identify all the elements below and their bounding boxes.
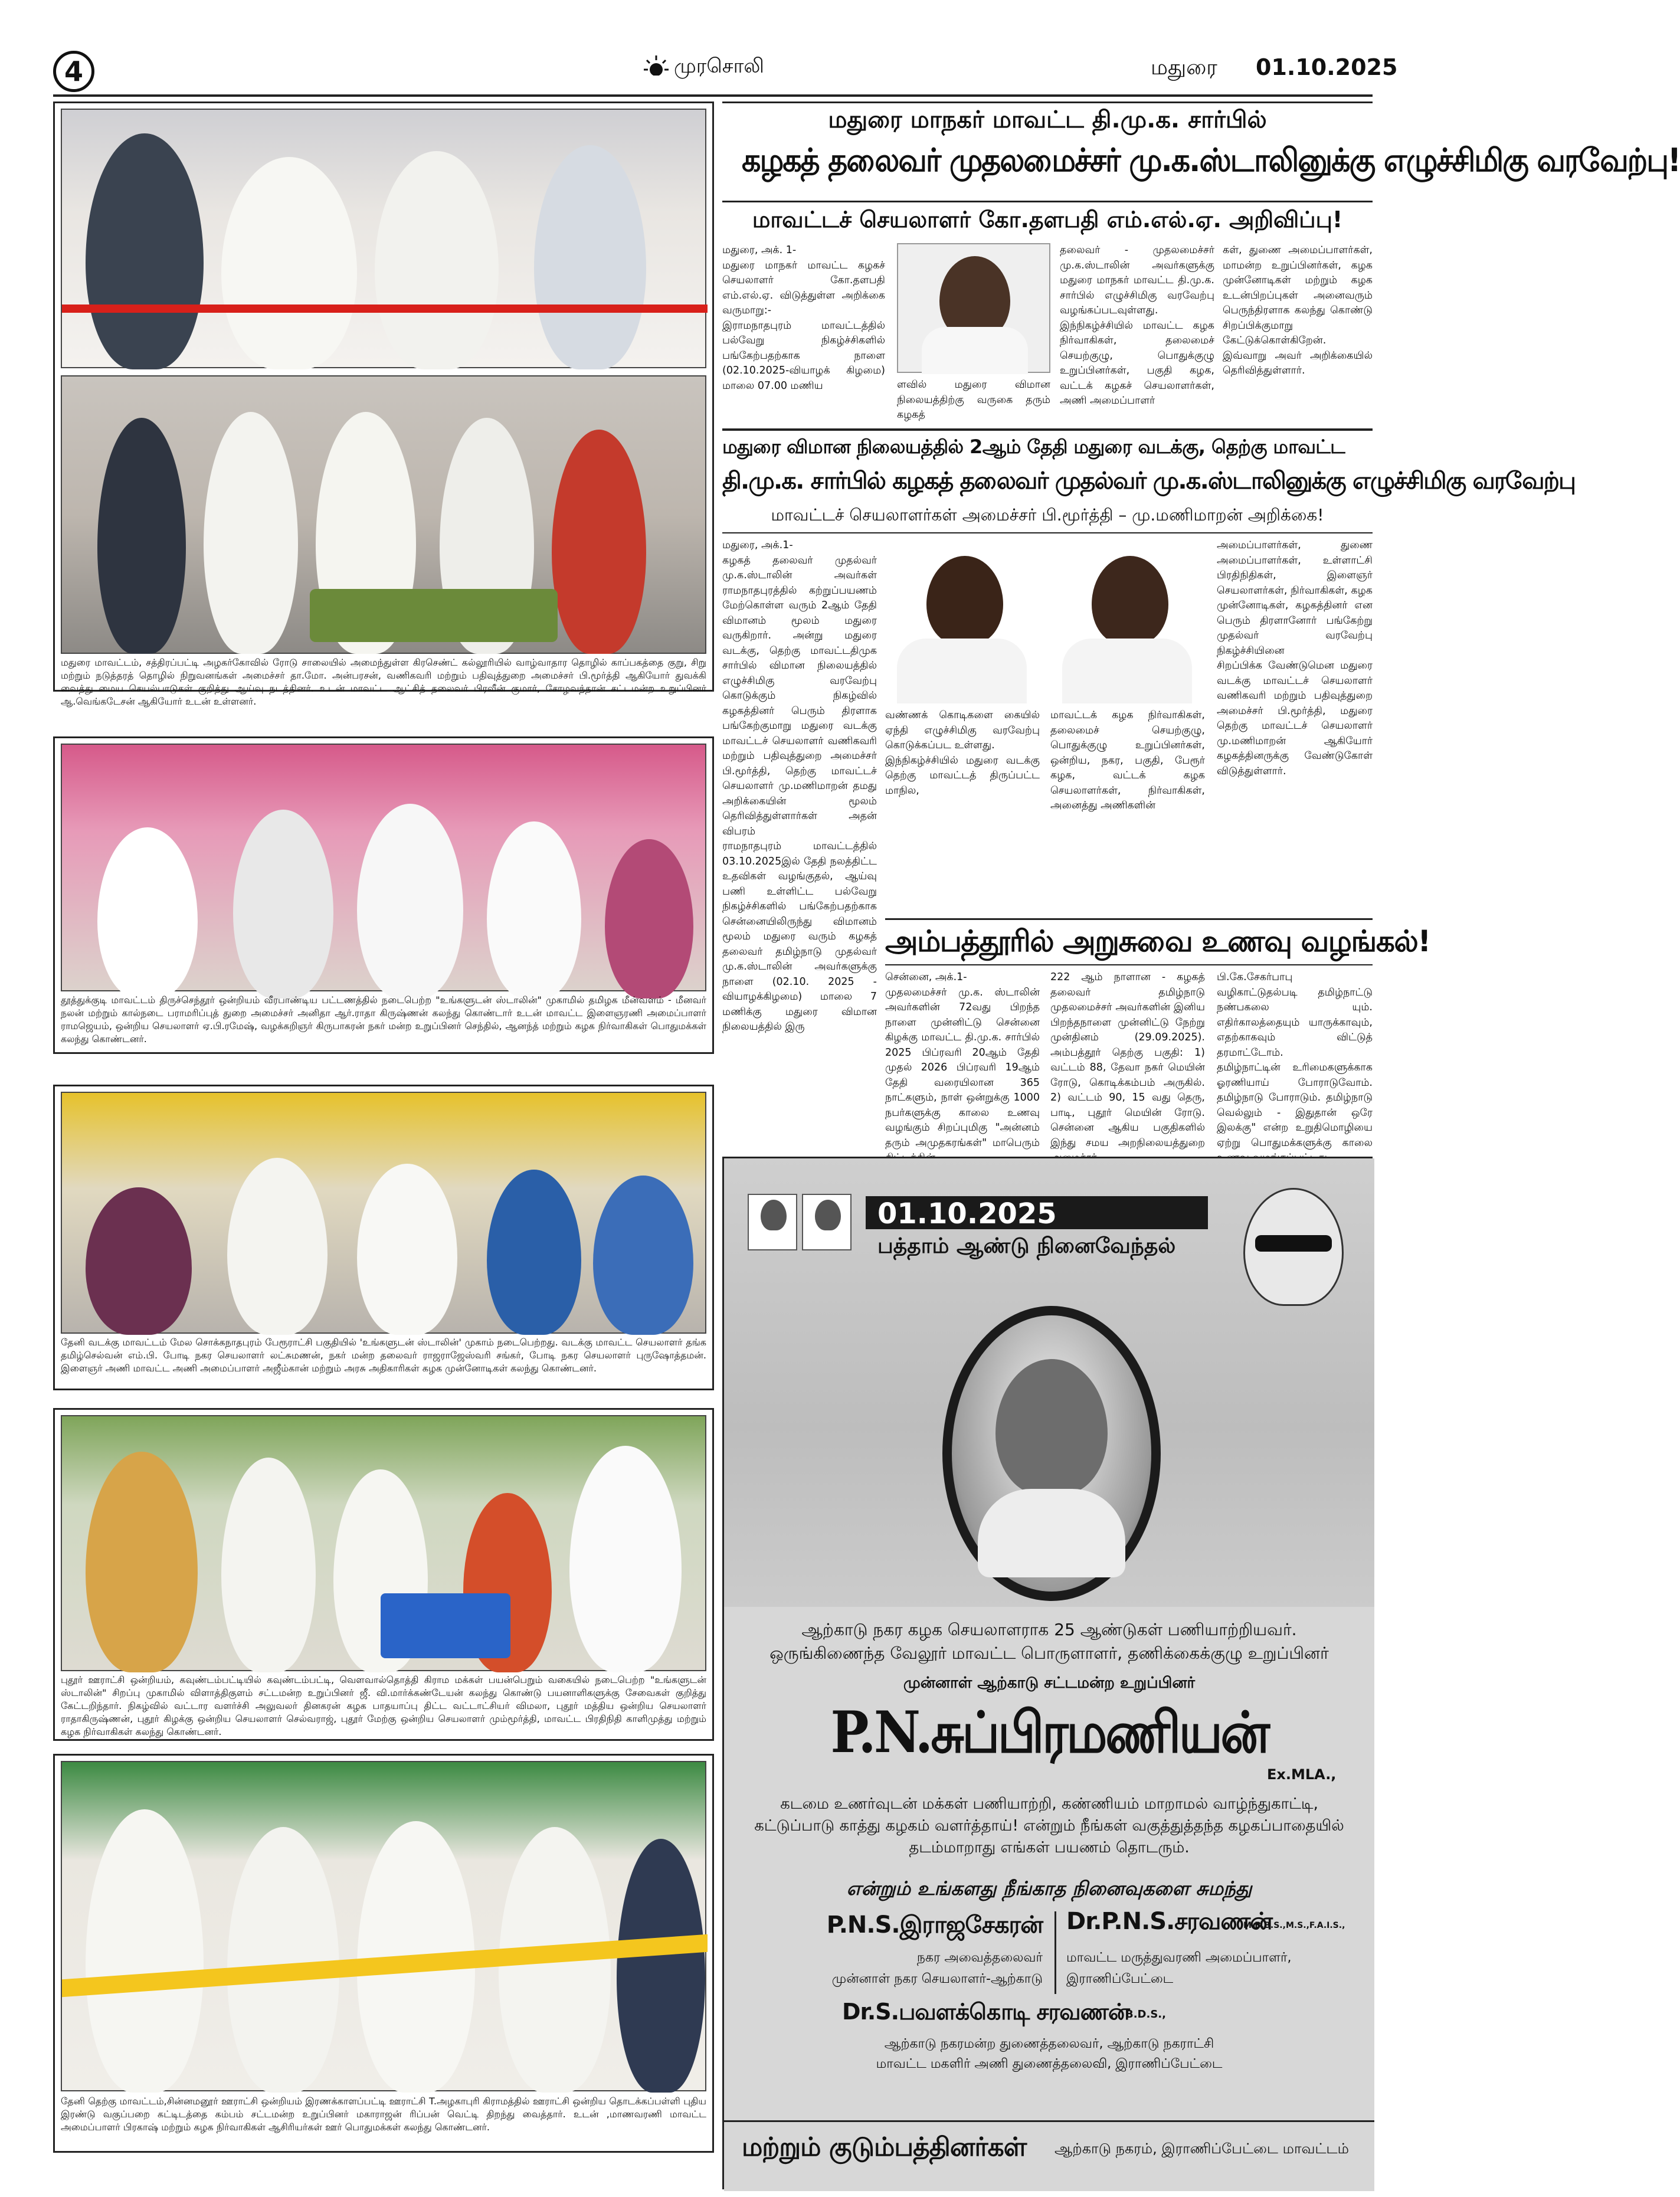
story1-col2: ளவில் மதுரை விமான நிலையத்திற்கு வருகை தரும் கழகத் — [897, 379, 1054, 421]
memorial-memory: என்றும் உங்களது நீங்காத நினைவுகளை சுமந்து — [846, 1877, 1252, 1900]
incubator-inspection-photo — [61, 375, 706, 654]
story2-col4: அமைப்பாளர்கள், துணை அமைப்பாளர்கள், உள்ளாட்சி பிரதிநிதிகள், இளைஞர் செயலாளர்கள், நிர்வாகிகள், கழக முன்னோடிகள், கழகத்தினர் என பெரும் திரளானோர் பங்கேற்று முதல்வர் வரவேற்பு நிகழ்ச்சியினை சிறப்பிக்க வேண்டுமென மதுரை வடக்கு மாவட்டச் செயலாளர் வணிகவரி மற்றும் பதிவுத்துறை அமைச்சர் பி.மூர்த்தி, மதுரை தெற்கு மாவட்டச் செயலாளர் மு.மணிமாறன் ஆகியோர் கழகத்தினருக்கு வேண்டுகோள் விடுத்துள்ளார். — [1217, 539, 1373, 777]
memorial-family: மற்றும் குடும்பத்தினர்கள் — [742, 2132, 1027, 2162]
ribbon-cutting-photo — [61, 109, 706, 368]
story1-headline: கழகத் தலைவர் முதலமைச்சர் மு.க.ஸ்டாலினுக்கு எழுச்சிமிகு வரவேற்பு! — [742, 142, 1680, 179]
son1-role1: நகர அவைத்தலைவர் — [916, 1950, 1043, 1965]
story2-top-rule — [722, 428, 1373, 431]
manimaran-portrait — [1050, 538, 1205, 703]
memorial-exmla: Ex.MLA., — [1267, 1766, 1337, 1783]
wife-role1: ஆற்காடு நகரமன்ற துணைத்தலைவர், ஆற்காடு நகராட்சி — [884, 2036, 1214, 2051]
masthead-paper: முரசொலி — [674, 54, 764, 78]
photo4-caption: புதூர் ஊராட்சி ஒன்றியம், கவுண்டம்பட்டியில் கவுண்டம்பட்டி, வௌவால்தொத்தி கிராம மக்கள் பயன்பெறும் வகையில் நடைபெற்ற "உங்களுடன் ஸ்டாலின்" சிறப்பு முகாமில் விளாத்திகுளம் சட்டமன்ற உறுப்பினர் ஜீ. வி.மார்க்கண்டேயன் கலந்து கொண்டு பயனாளிகளுக்கு சேவைகள் குறித்து கேட்டறிந்தார். நிகழ்வில் வட்டார வளர்ச்சி அலுவலர் தினகரன் கழக பாதயாப்பு திட்ட வட்டாட்சியர் விமலா, புதூர் மத்திய ஒன்றிய செயலாளர் ராதாகிருஷ்ணன், புதூர் கிழக்கு ஒன்றிய செயலாளர் செல்வராஜ், புதூர் மேற்கு ஒன்றிய செயலாளர் மும்மூர்த்தி, மாவட்ட பிரதிநிதி காளிமுத்து மற்றும் கழக நிர்வாகிகள் கலந்து கொண்டனர். — [61, 1674, 706, 1737]
masthead-logo — [643, 54, 669, 80]
memorial-place: ஆற்காடு நகரம், இராணிப்பேட்டை மாவட்டம் — [1054, 2140, 1349, 2157]
story1-col3: தலைவர் - முதலமைச்சர் மு.க.ஸ்டாலின் அவர்களுக்கு மதுரை மாநகர் மாவட்ட தி.மு.க. சார்பில் எழுச்சிமிகு வரவேற்பு வழங்கப்படவுள்ளது. இந்நிகழ்ச்சியில் மாவட்ட கழக நிர்வாகிகள், தலைமைச் செயற்குழு, பொதுக்குழு உறுப்பினர்கள், பகுதி கழக, வட்டக் கழகச் செயலாளர்கள், அணி அமைப்பாளர் — [1060, 244, 1218, 407]
wife-name: Dr.S.பவளக்கொடி சரவணன் — [842, 1999, 1129, 2025]
sons-divider — [1054, 1911, 1056, 1994]
story2-kicker: மதுரை விமான நிலையத்தில் 2ஆம் தேதி மதுரை வடக்கு, தெற்கு மாவட்ட — [722, 436, 1345, 458]
memorial-line1: ஆற்காடு நகர கழக செயலாளராக 25 ஆண்டுகள் பணியாற்றியவர். — [801, 1620, 1297, 1639]
story3-headline: அம்பத்தூரில் அறுசுவை உணவு வழங்கல்! — [885, 924, 1430, 958]
photo3-caption: தேனி வடக்கு மாவட்டம் மேல சொக்கநாதபுரம் பேரூராட்சி பகுதியில் 'உங்களுடன் ஸ்டாலின்' முகாம் நடைபெற்றது. வடக்கு மாவட்ட செயலாளர் தங்க தமிழ்செல்வன் எம்.பி. போடி நகர செயலாளர் லட்சுமணன், நகர் மன்ற தலைவர் ராஜராஜேஸ்வரி சங்கர், போடி நகர செயலாளர் புருஷோத்தமன். இளைஞர் அணி மாவட்ட அணி அமைப்பாளர் அஜீம்கான் மற்றும் அரசு அதிகாரிகள் கழக முன்னோடிகள் கலந்து கொண்டனர். — [61, 1337, 706, 1374]
story2-col3: மாவட்டக் கழக நிர்வாகிகள், தலைமைச் செயற்குழு, பொதுக்குழு உறுப்பினர்கள், ஒன்றிய, நகர, பகுதி, பேரூர் கழக, வட்டக் கழக செயலாளர்கள், நிர்வாகிகள், அனைத்து அணிகளின் — [1050, 709, 1209, 811]
story2-col1: மதுரை, அக்.1- கழகத் தலைவர் முதல்வர் மு.க.ஸ்டாலின் அவர்கள் ராமநாதபுரத்தில் கற்றுப்பயணம் மேற்கொள்ள வரும் 2ஆம் தேதி விமானம் மூலம் மதுரை வருகிறார். அன்று மதுரை வடக்கு, தெற்கு மாவட்டதிமுக சார்பில் விமான நிலையத்தில் எழுச்சிமிகு வரவேற்பு கொடுக்கும் நிகழ்வில் கழகத்தினர் பெரும் திரளாக பங்கேற்குமாறு மதுரை வடக்கு மாவட்டச் செயலாளர் வணிகவரி மற்றும் பதிவுத்துறை அமைச்சர் பி.மூர்த்தி, தெற்கு மாவட்டச் செயலாளர் மு.மணிமாறன் தமது அறிக்கையின் மூலம் தெரிவித்துள்ளார்கள் அதன் விபரம் ராமநாதபுரம் மாவட்டத்தில் 03.10.2025இல் தேதி நலத்திட்ட உதவிகள் வழங்குதல், ஆய்வு பணி உள்ளிட்ட பல்வேறு நிகழ்ச்சிகளில் பங்கேற்பதற்காக சென்னையிலிருந்து விமானம் மூலம் மதுரை வரும் கழகத் தலைவர் தமிழ்நாடு முதல்வர் மு.க.ஸ்டாலின் அவர்களுக்கு நாளை (02.10. 2025 - வியாழக்கிழமை) மாலை 7 மணிக்கு மதுரை விமான நிலையத்தில் இரு — [722, 539, 877, 1033]
district-secretary-portrait — [897, 243, 1050, 373]
son1-name: P.N.S.இராஜசேகரன் — [826, 1911, 1043, 1939]
masthead-rule — [53, 94, 1373, 97]
story3-mid-rule — [885, 964, 1373, 965]
photo2-caption: தூத்துக்குடி மாவட்டம் திருச்செந்தூர் ஒன்றியம் வீரபாண்டிய பட்டணத்தில் நடைபெற்ற "உங்களுடன் ஸ்டாலின்" முகாமில் தமிழக மீன்வளம் - மீனவர் நலன் மற்றும் கால்நடை பராமரிப்புத் துறை அமைச்சர் அனிதா ஆர்.ராதா கிருஷ்ணன் கலந்து கொண்டார் உடன் மாவட்ட இளைஞரணி அமைப்பாளர் ராமஜெயம், ஒன்றிய செயலாளர் ஏ.பி.ரமேஷ், வழக்கறிஞர் கிருபாகரன் நகர் மன்ற உறுப்பினர் செந்தில், ஆனந்த் மற்றும் கழக நிர்வாகிகள் பொதுமக்கள் கலந்து கொண்டனர். — [61, 994, 706, 1045]
ungaludan-stalin-camp-photo — [61, 744, 706, 991]
son2-degree: M.B.B.S.,M.S.,F.A.I.S., — [1243, 1921, 1345, 1930]
wife-degree: B.D.S., — [1125, 2008, 1166, 2021]
story1-subhead: மாவட்டச் செயலாளர் கோ.தளபதி எம்.எல்.ஏ. அறிவிப்பு! — [752, 207, 1343, 233]
story2-subhead: மாவட்டச் செயலாளர்கள் அமைச்சர் பி.மூர்த்தி – மு.மணிமாறன் அறிக்கை! — [771, 505, 1324, 525]
son2-name: Dr.P.N.S.சரவணன் — [1066, 1908, 1273, 1935]
wife-role2: மாவட்ட மகளிர் அணி துணைத்தலைவி, இராணிப்பேட்டை — [876, 2057, 1223, 2071]
story1-kicker: மதுரை மாநகர் மாவட்ட தி.மு.க. சார்பில் — [828, 106, 1267, 133]
theni-camp-photo — [61, 1092, 706, 1334]
son2-role2: இராணிப்பேட்டை — [1066, 1972, 1174, 1986]
son1-role2: முன்னாள் நகர செயலாளர்-ஆற்காடு — [831, 1972, 1043, 1986]
story2-headline: தி.மு.க. சார்பில் கழகத் தலைவர் முதல்வர் மு.க.ஸ்டாலினுக்கு எழுச்சிமிகு வரவேற்பு — [722, 467, 1576, 495]
rising-sun-icon — [643, 54, 669, 80]
story1-mid-rule — [722, 201, 1373, 202]
memorial-line2: ஒருங்கிணைந்த வேலூர் மாவட்ட பொருளாளர், தணிக்கைக்குழு உறுப்பினர் — [769, 1643, 1329, 1663]
puthur-camp-photo — [61, 1415, 706, 1671]
memorial-advert — [722, 1157, 1373, 2189]
memorial-date: 01.10.2025 — [877, 1197, 1057, 1230]
story2-col2: வண்ணக் கொடிகளை கையில் ஏந்தி எழுச்சிமிகு வரவேற்பு கொடுக்கப்பட உள்ளது. இந்நிகழ்ச்சியில் மதுரை வடக்கு தெற்கு மாவட்டத் திருப்பட்ட மாநில, — [885, 709, 1040, 797]
memorial-name: P.N.சுப்பிரமணியன் — [830, 1699, 1268, 1766]
story1-col1: மதுரை, அக். 1- மதுரை மாநகர் மாவட்ட கழகச் செயலாளர் கோ.தளபதி எம்.எல்.ஏ. விடுத்துள்ள அறிக்கை வருமாறு:- இராமநாதபுரம் மாவட்டத்தில் பல்வேறு நிகழ்ச்சிகளில் பங்கேற்பதற்காக நாளை (02.10.2025-வியாழக் கிழமை) மாலை 07.00 மணிய — [722, 244, 885, 392]
school-building-opening-photo — [61, 1761, 706, 2091]
memorial-title: பத்தாம் ஆண்டு நினைவேந்தல் — [877, 1234, 1176, 1258]
masthead-date: 01.10.2025 — [1256, 54, 1398, 80]
story1-top-rule — [722, 101, 1373, 103]
son2-role1: மாவட்ட மருத்துவரணி அமைப்பாளர், — [1066, 1950, 1292, 1965]
story2-divider — [722, 532, 1373, 533]
story1-col4: கள், துணை அமைப்பாளர்கள், மாமன்ற உறுப்பினர்கள், கழக முன்னோடிகள் மற்றும் கழக உடன்பிறப்புகள் அனைவரும் பெருந்திரளாக கலந்து கொண்டு சிறப்பிக்குமாறு கேட்டுக்கொள்கிறேன். இவ்வாறு அவர் அறிக்கையில் தெரிவித்துள்ளார். — [1223, 244, 1373, 376]
story3-top-rule — [885, 918, 1373, 920]
minister-moorthy-portrait — [885, 538, 1040, 703]
story3-col1: சென்னை, அக்.1- முதலமைச்சர் மு.க. ஸ்டாலின் அவர்களின் 72வது பிறந்த நாளை முன்னிட்டு சென்னை கிழக்கு மாவட்ட தி.மு.க. சார்பில் 2025 பிப்ரவரி 20ஆம் தேதி முதல் 2026 பிப்ரவரி 19ஆம் தேதி வரையிலான 365 நாட்களும், நாள் ஒன்றுக்கு 1000 நபர்களுக்கு காலை உணவு வழங்கும் சிறப்புமிகு "அன்னம் தரும் அமுதகரங்கள்" மாபெரும் — [885, 971, 1040, 1149]
page-number: 4 — [53, 51, 94, 92]
leader-sketch — [1220, 1176, 1361, 1330]
memorial-tribute: கடமை உணர்வுடன் மக்கள் பணியாற்றி, கண்ணியம் மாறாமல் வாழ்ந்துகாட்டி, கட்டுப்பாடு காத்து கழகம் வளர்த்தாய்! என்றும் நீங்கள் வகுத்துத்தந்த கழகப்பாதையில் தடம்மாறாது எங்கள் பயணம் தொடரும். — [754, 1795, 1350, 1857]
leader-portraits — [748, 1194, 854, 1250]
masthead-city: மதுரை — [1151, 55, 1217, 80]
family-rule — [724, 2120, 1374, 2122]
photo5-caption: தேனி தெற்கு மாவட்டம்,சின்னமனூர் ஊராட்சி ஒன்றியம் இரணக்காளப்பட்டி ஊராட்சி T.அழகாபுரி கிராமத்தில் ஊராட்சி ஒன்றிய தொடக்கப்பள்ளி புதிய இரண்டு வகுப்பறை கட்டிடத்தை கம்பம் சட்டமன்ற உறுப்பினர் மகாராஜன் ரிப்பன் வெட்டி திறந்து வைத்தார். உடன் ,மாணவரணி மாவட்ட அமைப்பாளர் பிரகாஷ் மற்றும் கழக நிர்வாகிகள் ஆசிரியர்கள் ஊர் பொதுமக்கள் கலந்து கொண்டனர். — [61, 2096, 706, 2133]
story3-col2: 222 ஆம் நாளான - கழகத் தலைவர் தமிழ்நாடு முதலமைச்சர் அவர்களின் இனிய பிறந்தநாளை முன்னிட்டு நேற்று முன்தினம் (29.09.2025). அம்பத்தூர் தெற்கு பகுதி: 1) வட்டம் 88, தேவா நகர் மெயின் ரோடு, கொடிக்கம்பம் அருகில். 2) வட்டம் 90, 15 வது தெரு, பாடி, புதூர் மெயின் ரோடு. சென்னை ஆகிய பகுதிகளில் இந்து சமய அறநிலையத்துறை — [1050, 971, 1205, 1149]
photo1-caption: மதுரை மாவட்டம், சத்திரப்பட்டி அழகர்கோவில் ரோடு சாலையில் அமைந்துள்ள கிரசெண்ட் கல்லூரியில் வாழ்வாதார தொழில் காப்பகத்தை குறு, சிறு மற்றும் நடுத்தரத் தொழில் நிறுவனங்கள் அமைச்சர் தா.மோ. அன்பரசன், வணிகவரி மற்றும் பதிவுத்துறை அமைச்சர் பி.மூர்த்தி ஆகியோர் துவக்கி வைத்து மைய செயல்பாடுகள் குறித்து ஆய்வு நடத்தினர். உடன் மாவட்ட ஆட்சித் தலைவர் பிரவீன் குமார், சோழவந்தான் சட்டமன்ற உறுப்பினர் ஆ.வெங்கடேசன் ஆகியோர் உடன் உள்ளனர். — [61, 657, 706, 707]
story3-col3: பி.கே.சேகர்பாபு வழிகாட்டுதல்படி தமிழ்நாட்டு நண்பகலை யும். எதிர்காலத்தையும் யாருக்காவும், எதற்காகவும் விட்டுத் தரமாட்டோம். தமிழ்நாட்டின் உரிமைகளுக்காக ஓரணியாய் போராடுவோம். தமிழ்நாடு போராடும். தமிழ்நாடு வெல்லும் - இதுதான் ஒரே இலக்கு" என்ற உறுதிமொழியை ஏற்று பொதுமக்களுக்கு காலை — [1217, 971, 1373, 1149]
memorial-former: முன்னாள் ஆற்காடு சட்டமன்ற உறுப்பினர் — [903, 1674, 1196, 1692]
